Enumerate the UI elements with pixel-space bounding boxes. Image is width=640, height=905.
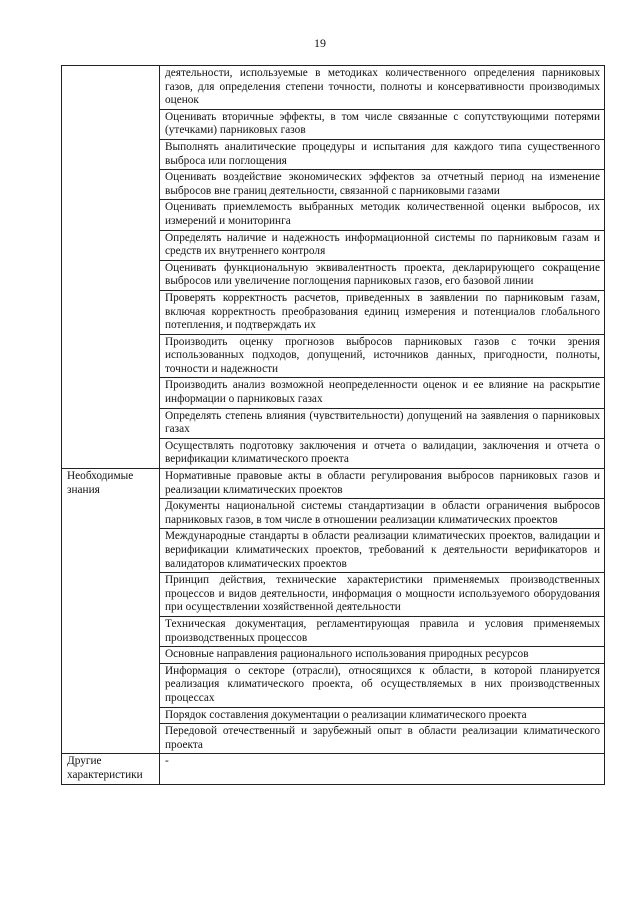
table-cell-item: Осуществлять подготовку заключения и отчета о валидации, заключения и отчета о верификации климатического проекта — [160, 438, 605, 468]
table-cell-item: Определять степень влияния (чувствительности) допущений на заявления о парниковых газах — [160, 408, 605, 438]
table-cell-item: Производить анализ возможной неопределенности оценок и ее влияние на раскрытие информации о парниковых газах — [160, 378, 605, 408]
table-row — [62, 66, 605, 110]
table-cell-item: Нормативные правовые акты в области регулирования выбросов парниковых газов и реализации климатических проектов — [160, 469, 605, 499]
table-body — [62, 66, 605, 785]
section-label: Необходимые знания — [62, 469, 160, 754]
table-cell-item: Проверять корректность расчетов, приведенных в заявлении по парниковым газам, включая корректность преобразования единиц измерения и потенциалов глобального потепления, и подтверждать их — [160, 290, 605, 334]
table-cell-item: Принцип действия, технические характеристики применяемых производственных процессов и видов деятельности, информация о мощности используемого оборудования при осуществлении хозяйственной деятельности — [160, 573, 605, 617]
section-label: Другие характеристики — [62, 754, 160, 784]
section-label — [62, 66, 160, 469]
table-cell-item: Определять наличие и надежность информационной системы по парниковым газам и средств их внутреннего контроля — [160, 230, 605, 260]
table-cell-item: Информация о секторе (отрасли), относящихся к области, в которой планируется реализация климатического проекта, об осуществляемых в них производственных процессах — [160, 663, 605, 707]
table-row — [62, 469, 605, 499]
table-cell-item: Оценивать функциональную эквивалентность проекта, декларирующего сокращение выбросов или увеличение поглощения парниковых газов, его базовой линии — [160, 260, 605, 290]
table-cell-item: Международные стандарты в области реализации климатических проектов, валидации и верификации климатических проектов, требований к деятельности верификаторов и валидаторов климатических проектов — [160, 529, 605, 573]
table-cell-item: деятельности, используемые в методиках количественного определения парниковых газов, для определения степени точности, полноты и консервативности производимых оценок — [160, 66, 605, 110]
table-cell-item: Оценивать воздействие экономических эффектов за отчетный период на изменение выбросов вне границ деятельности, связанной с парниковыми газами — [160, 170, 605, 200]
table-cell-item: - — [160, 754, 605, 784]
table-cell-item: Основные направления рационального использования природных ресурсов — [160, 647, 605, 664]
page-number: 19 — [314, 36, 326, 50]
competency-table — [61, 65, 605, 785]
table-cell-item: Документы национальной системы стандартизации в области ограничения выбросов парниковых газов, в том числе в отношении реализации климатических проектов — [160, 499, 605, 529]
table-cell-item: Выполнять аналитические процедуры и испытания для каждого типа существенного выброса или поглощения — [160, 139, 605, 169]
table-cell-item: Оценивать приемлемость выбранных методик количественной оценки выбросов, их измерений и мониторинга — [160, 200, 605, 230]
table-cell-item: Передовой отечественный и зарубежный опыт в области реализации климатического проекта — [160, 724, 605, 754]
table-cell-item: Оценивать вторичные эффекты, в том числе связанные с сопутствующими потерями (утечками) парниковых газов — [160, 109, 605, 139]
table-cell-item: Производить оценку прогнозов выбросов парниковых газов с точки зрения использованных подходов, допущений, источников данных, пригодности, полноты, точности и надежности — [160, 334, 605, 378]
table-row — [62, 754, 605, 784]
table-cell-item: Техническая документация, регламентирующая правила и условия применяемых производственных процессов — [160, 616, 605, 646]
table-cell-item: Порядок составления документации о реализации климатического проекта — [160, 707, 605, 724]
